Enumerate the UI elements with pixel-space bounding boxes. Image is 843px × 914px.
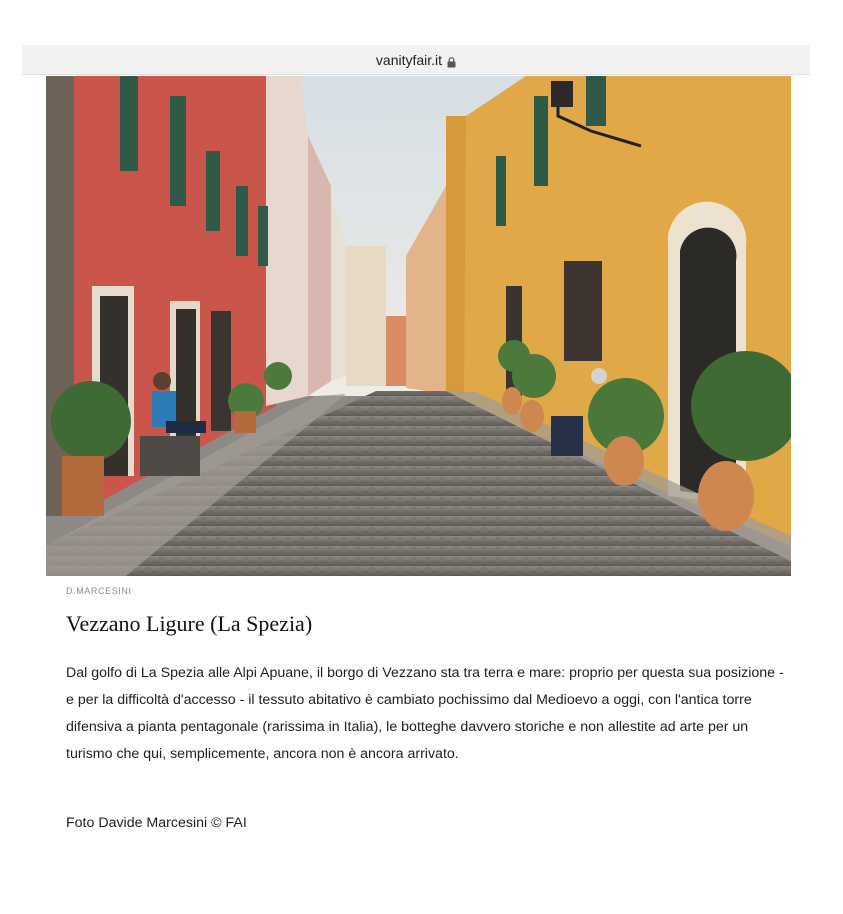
photo-caption: Foto Davide Marcesini © FAI <box>66 815 247 831</box>
article-photo <box>46 76 791 576</box>
article-title: Vezzano Ligure (La Spezia) <box>66 611 313 636</box>
url-text: vanityfair.it <box>375 51 443 68</box>
browser-url-bar[interactable] <box>22 45 810 75</box>
lock-icon <box>447 55 456 66</box>
article-body: Dal golfo di La Spezia alle Alpi Apuane, il borgo di Vezzano sta tra terra e mare: proprio per questa sua posizione - e per la difficoltà d'accesso - il tessuto abitativo è cambiato pochissimo dal Medioevo a oggi, con l'antica torre difensiva a pianta pentagonale (rarissima in Italia), le botteghe davvero storiche e non allestite ad arte per un turismo che qui, semplicemente, ancora non è ancora arrivato. <box>66 665 784 762</box>
image-credit: D.MARCESINI <box>66 586 132 596</box>
